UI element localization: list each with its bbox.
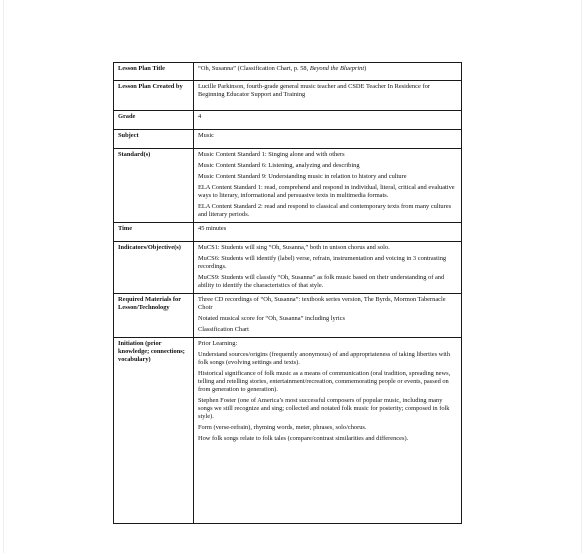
standard-item: ELA Content Standard 1: read, comprehend and respond in individual, literal, critical and evaluative ways to literary, informational and persuasive texts in multimedia formats. bbox=[198, 184, 455, 199]
row-value-initiation bbox=[194, 338, 462, 524]
table-row-materials bbox=[114, 294, 462, 338]
table-row-subject bbox=[114, 130, 462, 149]
material-item: Notated musical score for “Oh, Susanna” including lyrics bbox=[198, 315, 345, 322]
standard-item: Music Content Standard 1: Singing alone and with others bbox=[198, 151, 345, 158]
row-label-indicators: Indicators/Objective(s) bbox=[114, 242, 194, 294]
standard-item: ELA Content Standard 2: read and respond to classical and contemporary texts from many cultures and literary periods. bbox=[198, 203, 452, 218]
lesson-plan-table bbox=[113, 62, 462, 524]
row-value-title bbox=[194, 63, 462, 81]
row-label-initiation: Initiation (prior knowledge; connections; vocabulary) bbox=[114, 338, 194, 524]
table-row-time bbox=[114, 223, 462, 242]
row-value-materials bbox=[194, 294, 462, 338]
standard-item: Music Content Standard 6: Listening, analyzing and describing bbox=[198, 162, 360, 169]
row-label-grade: Grade bbox=[114, 111, 194, 130]
title-text-italic: Beyond the Blueprint bbox=[309, 65, 365, 72]
row-label-title: Lesson Plan Title bbox=[114, 63, 194, 81]
table-row-title bbox=[114, 63, 462, 81]
row-label-time: Time bbox=[114, 223, 194, 242]
table-row-created-by bbox=[114, 81, 462, 111]
initiation-item: Historical significance of folk music as a means of communication (oral tradition, spreading news, telling and retelling stories, entertainment/recreation, commemorating people or events, passed on from generation to generation). bbox=[198, 370, 451, 393]
initiation-item: Understand sources/origins (frequently anonymous) of and appropriateness of taking liberties with folk songs (evolving settings and texts). bbox=[198, 351, 451, 366]
initiation-item: Stephen Foster (one of America’s most successful composers of popular music, including many songs we still recognize and sing; collected and notated folk music for posterity; composed in folk style). bbox=[198, 397, 450, 420]
row-value-subject: Music bbox=[194, 130, 462, 149]
table-row-standards bbox=[114, 149, 462, 223]
material-item: Classification Chart bbox=[198, 326, 249, 333]
row-label-created-by: Lesson Plan Created by bbox=[114, 81, 194, 111]
initiation-item: How folk songs relate to folk tales (compare/contrast similarities and differences). bbox=[198, 435, 409, 442]
row-value-indicators bbox=[194, 242, 462, 294]
indicator-item: MuCS1: Students will sing “Oh, Susanna,” both in unison chorus and solo. bbox=[198, 244, 390, 251]
initiation-item: Prior Learning: bbox=[198, 340, 238, 347]
title-text-post: ) bbox=[364, 65, 367, 72]
table-row-grade bbox=[114, 111, 462, 130]
row-value-standards bbox=[194, 149, 462, 223]
row-label-standards: Standard(s) bbox=[114, 149, 194, 223]
material-item: Three CD recordings of “Oh, Susanna”: textbook series version, The Byrds, Mormon Tabernacle Choir bbox=[198, 296, 446, 311]
standard-item: Music Content Standard 9: Understanding music in relation to history and culture bbox=[198, 173, 407, 180]
title-text-pre: “Oh, Susanna” (Classification Chart, p. 58, bbox=[198, 65, 310, 72]
row-label-materials: Required Materials for Lesson/Technology bbox=[114, 294, 194, 338]
row-value-time: 45 minutes bbox=[194, 223, 462, 242]
table-row-initiation bbox=[114, 338, 462, 524]
table-row-indicators bbox=[114, 242, 462, 294]
indicator-item: MuCS6: Students will identify (label) verse, refrain, instrumentation and voicing in 3 contrasting recordings. bbox=[198, 255, 447, 270]
row-value-grade: 4 bbox=[194, 111, 462, 130]
indicator-item: MuCS9: Students will classify “Oh, Susanna” as folk music based on their understanding of and ability to identify the characteristics of that style. bbox=[198, 274, 445, 289]
row-value-created-by: Lucille Parkinson, fourth-grade general music teacher and CSDE Teacher In Residence for Beginning Educator Support and Training bbox=[194, 81, 462, 111]
row-label-subject: Subject bbox=[114, 130, 194, 149]
initiation-item: Form (verse-refrain), rhyming words, meter, phrases, solo/chorus. bbox=[198, 424, 367, 431]
